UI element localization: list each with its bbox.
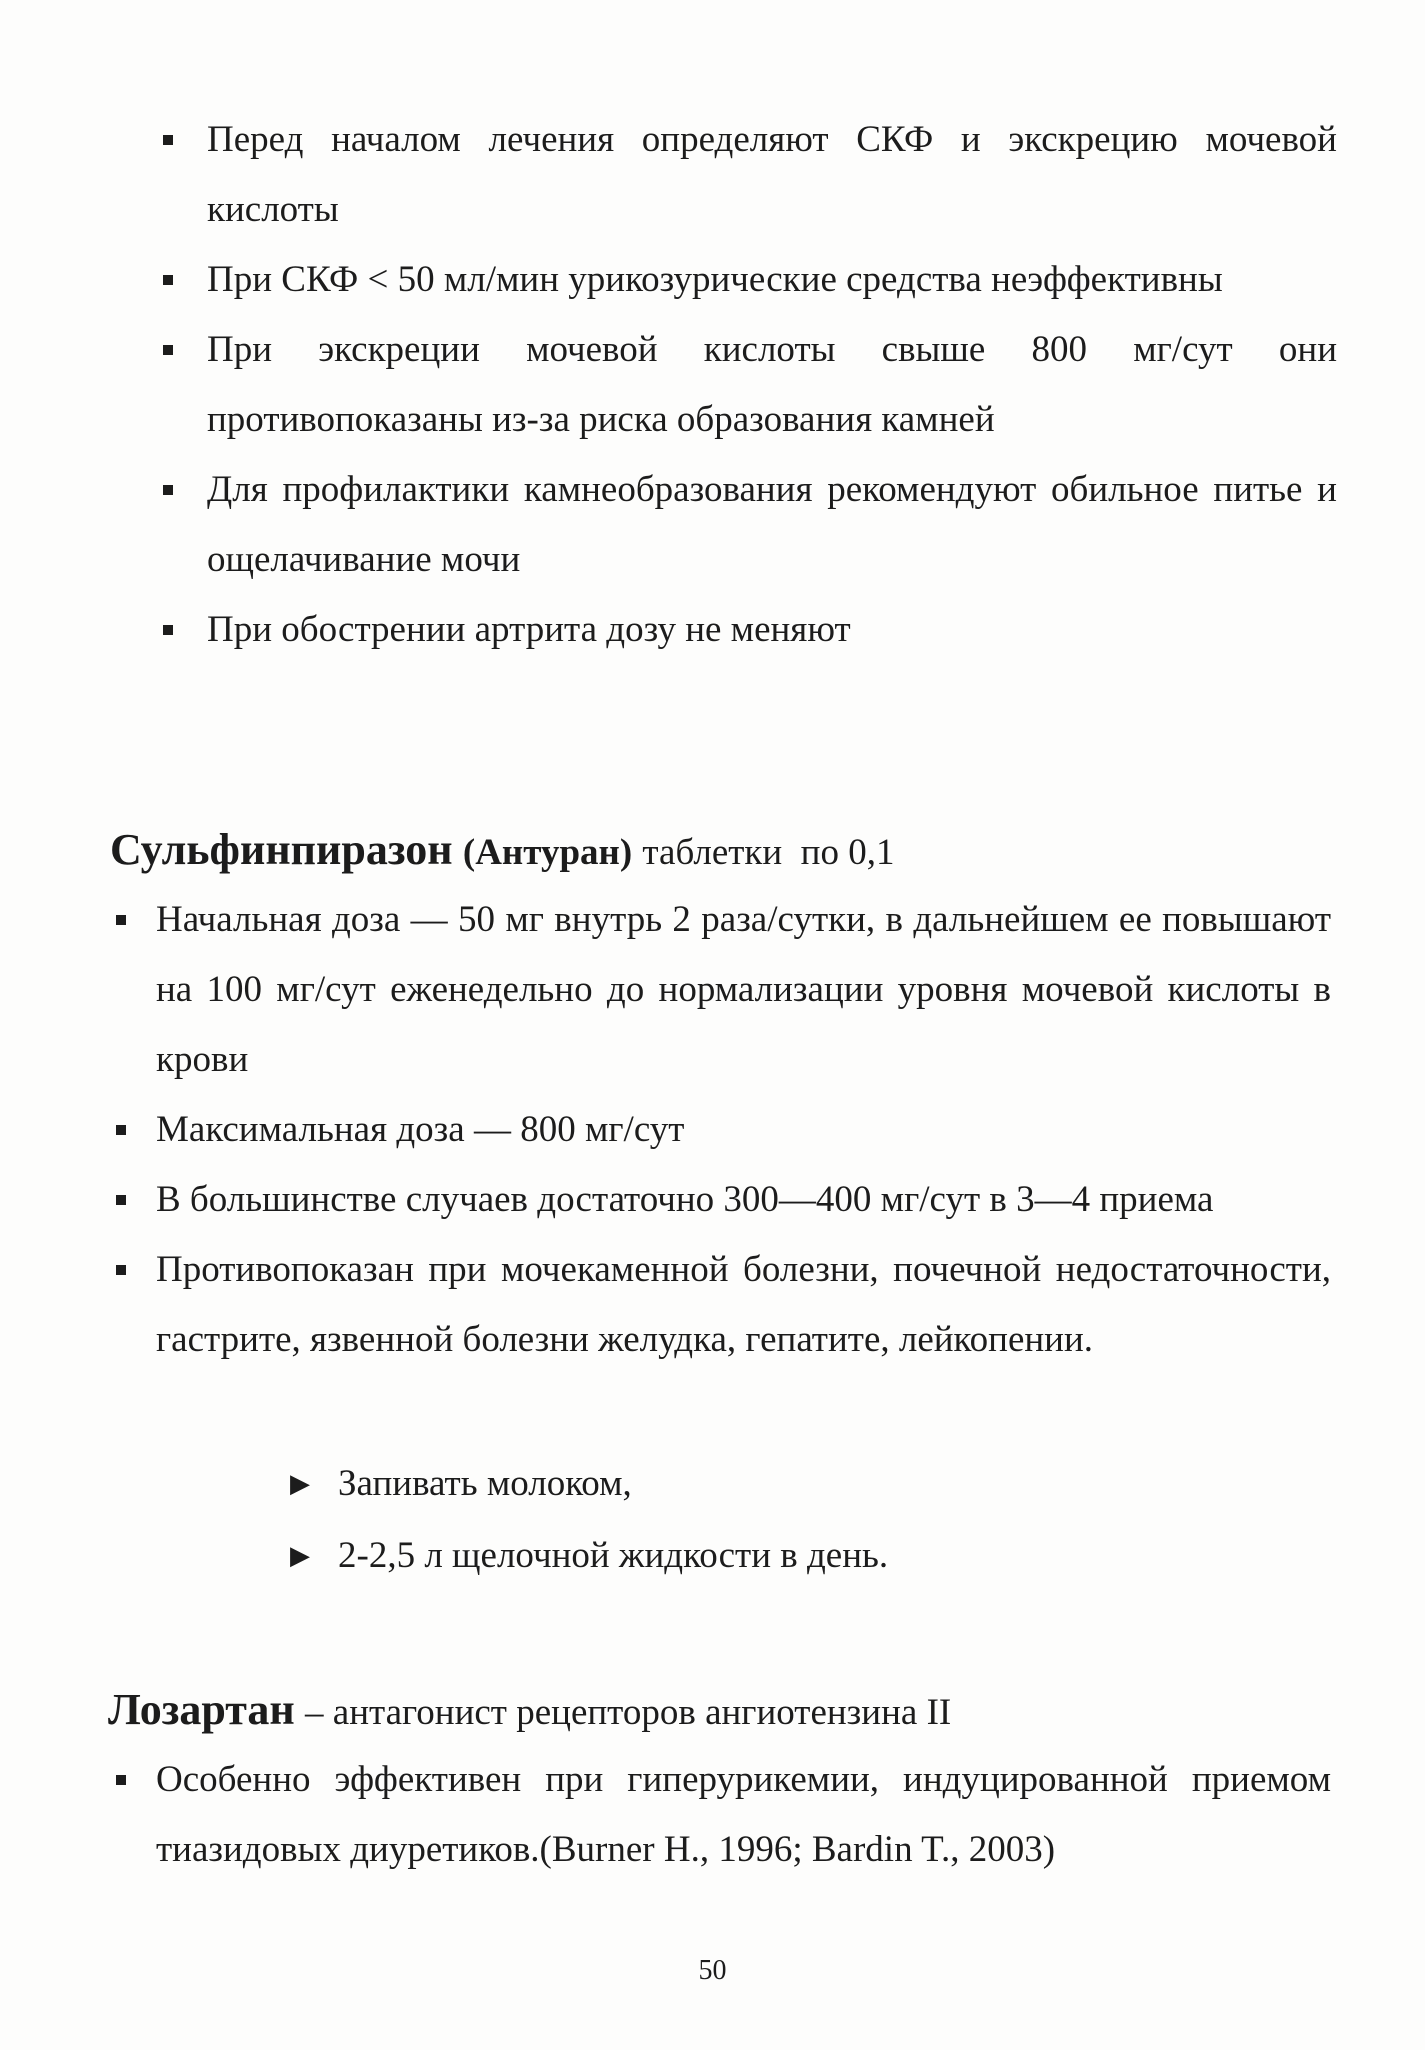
triangle-arrow-icon: ▶ [290,1469,310,1499]
list-item: При экскреции мочевой кислоты свыше 800 мг/сут они противопоказаны из-за риска образования камней [207,315,1337,455]
list-item: При обострении артрита дозу не меняют [207,595,1337,665]
square-bullet-icon [163,485,173,495]
drug-trade-name: (Антуран) [462,832,633,873]
losartan-list [156,1745,1331,1885]
list-item: При СКФ < 50 мл/мин урикозурические средства неэффективны [207,245,1337,315]
page-number: 50 [698,1955,727,1986]
list-item: Начальная доза — 50 мг внутрь 2 раза/сутки, в дальнейшем ее повышают на 100 мг/сут еженедельно до нормализации уровня мочевой кислоты в крови [156,885,1331,1095]
square-bullet-icon [163,135,173,145]
square-bullet-icon [116,1265,126,1275]
uricosuric-guidelines-list [207,105,1337,665]
list-item: Максимальная доза — 800 мг/сут [156,1095,1331,1165]
list-item: В большинстве случаев достаточно 300—400 мг/сут в 3—4 приема [156,1165,1331,1235]
square-bullet-icon [116,1775,126,1785]
note-item: ▶ Запивать молоком, [290,1448,888,1520]
losartan-heading [108,1680,951,1743]
list-item: Противопоказан при мочекаменной болезни, почечной недостаточности, гастрите, язвенной болезни желудка, гепатите, лейкопении. [156,1235,1331,1375]
list-item: Особенно эффективен при гиперурикемии, индуцированной приемом тиазидовых диуретиков.(Burner H., 1996; Bardin T., 2003) [156,1745,1331,1885]
square-bullet-icon [163,275,173,285]
list-item: Перед началом лечения определяют СКФ и экскрецию мочевой кислоты [207,105,1337,245]
triangle-arrow-icon: ▶ [290,1541,310,1571]
drug-name: Лозартан [108,1685,295,1734]
square-bullet-icon [116,1195,126,1205]
drug-form: таблетки по 0,1 [642,832,895,873]
note-item: ▶ 2-2,5 л щелочной жидкости в день. [290,1520,888,1592]
drug-name: Сульфинпиразон [110,825,453,874]
sulfinpyrazone-heading [110,820,895,883]
square-bullet-icon [163,345,173,355]
drug-description: – антагонист рецепторов ангиотензина II [305,1692,952,1733]
square-bullet-icon [116,915,126,925]
sulfinpyrazone-list [156,885,1331,1375]
square-bullet-icon [163,625,173,635]
administration-notes [290,1448,888,1592]
list-item: Для профилактики камнеобразования рекомендуют обильное питье и ощелачивание мочи [207,455,1337,595]
square-bullet-icon [116,1125,126,1135]
